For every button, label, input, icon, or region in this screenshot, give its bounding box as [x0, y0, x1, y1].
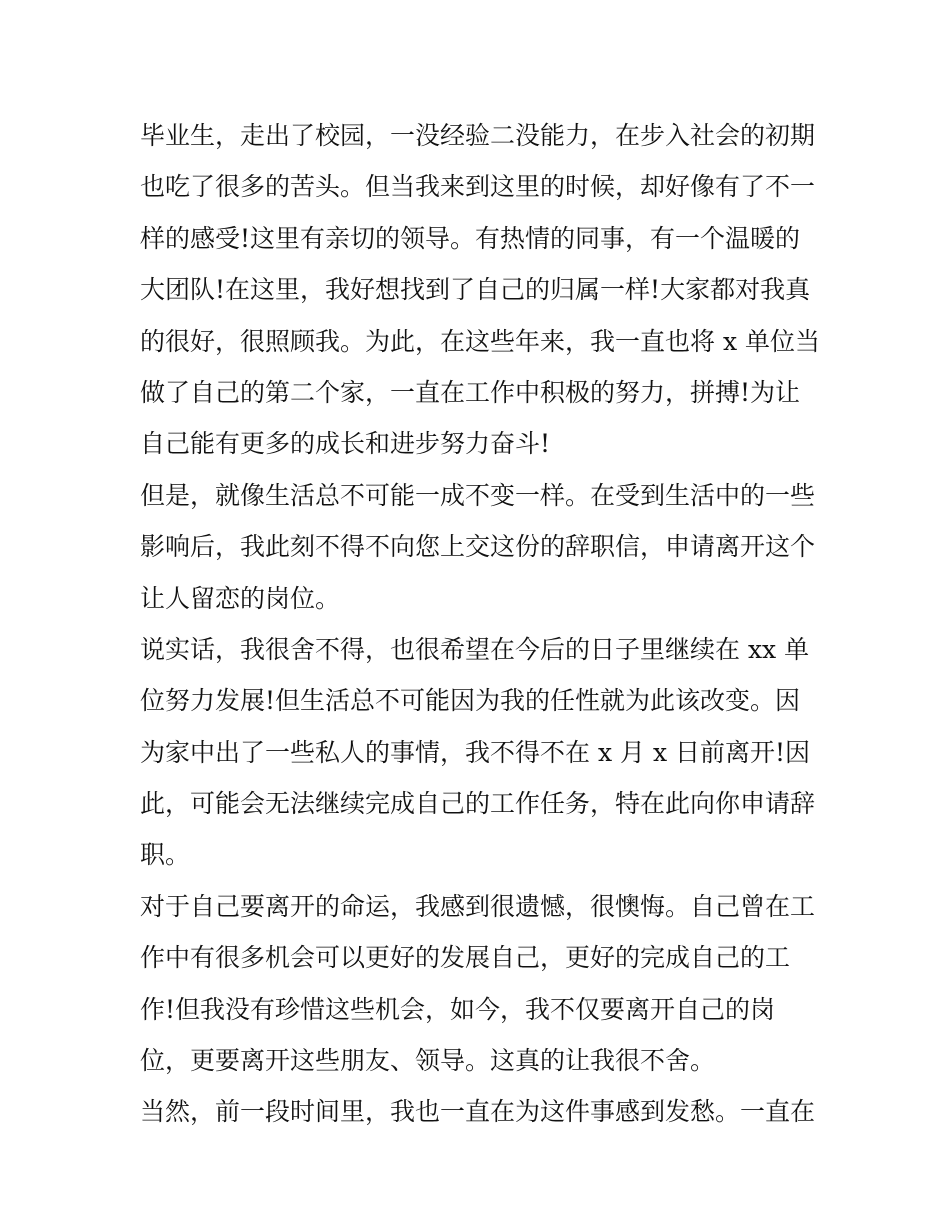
text-line: 也吃了很多的苦头。但当我来到这里的时候，却好像有了不一	[140, 172, 816, 202]
text-line: 但是，就像生活总不可能一成不变一样。在受到生活中的一些	[140, 480, 816, 510]
text-line: 当然，前一段时间里，我也一直在为这件事感到发愁。一直在	[140, 1097, 816, 1127]
text-line: 为家中出了一些私人的事情，我不得不在 x 月 x 日前离开!因	[140, 737, 811, 767]
text-line: 作中有很多机会可以更好的发展自己，更好的完成自己的工	[140, 943, 791, 973]
text-line: 位，更要离开这些朋友、领导。这真的让我很不舍。	[140, 1046, 716, 1076]
text-line: 说实话，我很舍不得，也很希望在今后的日子里继续在 xx 单	[140, 634, 810, 664]
text-line: 位努力发展!但生活总不可能因为我的任性就为此该改变。因	[140, 686, 801, 716]
text-line: 的很好，很照顾我。为此，在这些年来，我一直也将 x 单位当	[140, 326, 820, 356]
text-line: 对于自己要离开的命运，我感到很遗憾，很懊悔。自己曾在工	[140, 891, 816, 921]
text-line: 影响后，我此刻不得不向您上交这份的辞职信，申请离开这个	[140, 532, 816, 562]
text-line: 大团队!在这里，我好想找到了自己的归属一样!大家都对我真	[140, 275, 811, 305]
text-line: 此，可能会无法继续完成自己的工作任务，特在此向你申请辞	[140, 789, 816, 819]
text-line: 职。	[140, 840, 191, 870]
text-line: 毕业生，走出了校园，一没经验二没能力，在步入社会的初期	[140, 121, 816, 150]
text-line: 做了自己的第二个家，一直在工作中积极的努力，拼搏!为让	[140, 377, 801, 407]
resignation-letter-body	[140, 110, 830, 1138]
text-line: 作!但我没有珍惜这些机会，如今，我不仅要离开自己的岗	[140, 994, 776, 1024]
text-line: 自己能有更多的成长和进步努力奋斗!	[140, 429, 551, 459]
text-line: 让人留恋的岗位。	[140, 583, 341, 613]
text-line: 样的感受!这里有亲切的领导。有热情的同事，有一个温暖的	[140, 223, 801, 253]
